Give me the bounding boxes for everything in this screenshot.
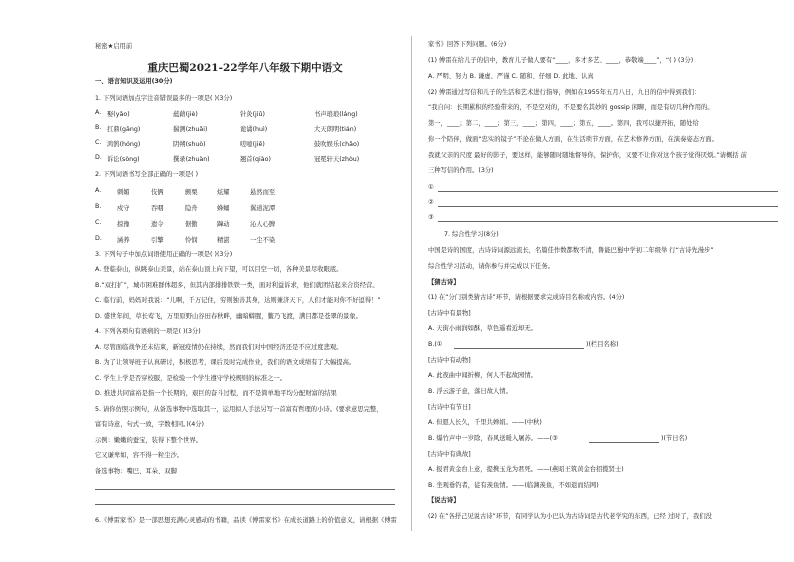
q4-option-a: A. 尽管面临战争还未结束，新冠疫情仍在持续，然而我们对中国经济还是不应过度悲观。 (95, 344, 343, 351)
q3-stem: 3. 下列句子中加点词语使用正确的一项是( )(3分) (95, 251, 233, 258)
q7-sub-festival: [古诗中有节日] (428, 404, 471, 411)
q7-task2: (2) 在“各抒己见说古诗”环节，有同学认为小巴认为古诗词是古代老学究的东西，已经 过时了，我们没 (428, 513, 712, 520)
q3-option-b: B.“双打扩”，城市困难群体超多，但其内部排排铁铁一类，面对利益诉求，他们就团结起来合资经营。 (95, 282, 379, 289)
q6-sub1-options: A. 严明、努力 B. 谦虚、严谨 C. 随和、仔细 D. 此地、认真 (428, 73, 594, 80)
q2-cell: 精湛 (217, 237, 230, 244)
q6-cont: 家书》回答下列问题。(6分) (428, 41, 507, 48)
q7-b3-right: )(节日名) (661, 435, 688, 442)
q1-cell: 针灸(jiǔ) (240, 111, 265, 118)
q7-a4: A. 报君黄金台上意，提携玉龙为君死。——(燕昭王筑黄金台招揽贤士) (428, 466, 624, 473)
q7-a1: A. 天街小雨润如酥，草色遥看近却无。 (428, 325, 537, 332)
q1-cell: 鸿鹄(hóng) (107, 141, 141, 148)
q1-cell: 大天朗明(tián) (314, 126, 357, 133)
q1-cell: 鼓吹娱乐(chǎo) (314, 141, 360, 148)
q2-cell: 掠豫 (117, 221, 130, 228)
q6-sub1: (1) 傅雷在给儿子的信中，教育儿子做人要有“____，多才多艺、____，恭敬端____”，“( ) (3分) (428, 57, 694, 64)
q2-option-letter: C. (95, 219, 102, 226)
q7-intro-cont: 综合性学习活动，请你参与并完成以下任务。 (428, 263, 554, 270)
fill-blank[interactable] (454, 348, 584, 349)
column-divider (411, 36, 412, 531)
q7-b1-right: )(栏目名称) (586, 341, 619, 348)
q5-example-cont: 它又谦卑如，容不得一粒尘沙。 (95, 452, 184, 459)
q6-quote-1: “我自问：长期累积的经验带来的，不是空对的，不是要名其妙的 gossip 闲聊，而是有切几种作用的。 (428, 104, 714, 111)
right-column (414, 0, 794, 562)
q1-stem: 1. 下列词语加点字注音错误最多的一项是( )(3分) (95, 95, 233, 102)
q7-sub-scenery: [古诗中有景物] (428, 310, 471, 317)
answer-line[interactable] (438, 221, 778, 222)
q6-stem: 6.《傅雷家书》是一部思想充满心灵感动的书籍，品读《傅雷家书》在成长道路上的价值意义，请根据《傅雷 (95, 517, 397, 524)
q2-cell: 一尘不染 (250, 237, 276, 244)
q7-tag-guess: 【猜古诗】 (428, 279, 460, 286)
q2-cell: 蜂蛹 (217, 205, 230, 212)
q5-example: 示例：嫩嫩的蚕宝，装得下整个世界。 (95, 437, 203, 444)
secret-label: 秘密★启用前 (95, 43, 133, 50)
q2-cell: 戍守 (117, 205, 130, 212)
q1-cell: 诉讼(sòng) (107, 156, 140, 163)
q6-quote-3: 你一个陪伴，做面“忠实的镜子”不论在做人方面，在生活琐节方面，在艺术修养方面，在演奏姿态方面。 (428, 136, 718, 143)
q1-cell: 翘首(qiào) (240, 156, 271, 163)
q7-a2: A. 此夜曲中闻折柳，何人不起故园情。 (428, 372, 537, 379)
q5-options: 备选事物：嘴巴、耳朵、双脚 (95, 468, 177, 475)
q2-cell: 蹿动 (217, 221, 230, 228)
q2-cell: 颤栗 (185, 189, 198, 196)
q1-option-letter: A. (95, 109, 102, 116)
q1-cell: 诡谲(huì) (240, 126, 268, 133)
q2-cell: 炫耀 (217, 189, 230, 196)
q5-stem: 5. 请你仿照示例句，从备选事物中选取其一，运用拟人手法另写一首富有哲理的小诗。(要求意思完整， (95, 406, 383, 413)
q2-cell: 倨傲 (185, 221, 198, 228)
q5-stem-cont: 富有诗意，句式一致，字数相同。)(4分) (95, 421, 204, 428)
q2-option-letter: D. (95, 235, 102, 242)
answer-line[interactable] (95, 504, 395, 505)
q1-option-letter: C. (95, 139, 102, 146)
q7-sub-allusion: [古诗中有典故] (428, 451, 471, 458)
q6-quote-4: 我就父亲的尺度 最好的影子，要这样，能够随时随地督导你，保护你，又要不让你对这个孩子觉得厌烦。”请概括 前 (428, 152, 747, 159)
q7-title: 7. 综合性学习(8分) (444, 231, 499, 238)
q1-cell: 冠冕轩天(zhòu) (314, 156, 360, 163)
q1-cell: 娶(yǎo) (107, 111, 130, 118)
q2-option-letter: B. (95, 203, 102, 210)
q4-stem: 4. 下列各项句有语病的一项是( )(3分) (95, 328, 201, 335)
q4-option-d: D. 推进共同富裕是指一个长期的，艰巨的奋斗过程，而不是简单地平均分配财富的结果 (95, 390, 337, 397)
blank-label: ② (428, 199, 434, 206)
q6-quote-2: 第一，____；第二，____；第三，____；第四，____；第五，____。第四，我可以捷开拓，随处给 (428, 120, 699, 127)
q3-option-d: D. 盛世年间，草长莺飞，万里原野山谷田春秋畔，幽暗蟒腥，鳖乃飞渡，满目都是苍翠的景象。 (95, 313, 363, 320)
q1-cell: 阴朔(shuò) (173, 141, 206, 148)
q1-cell: 撰录(zhuàn) (173, 156, 210, 163)
q2-cell: 伎俩 (151, 189, 164, 196)
blank-label: ③ (428, 214, 434, 221)
q2-cell: 涵养 (117, 237, 130, 244)
q7-sub-animal: [古诗中有动物] (428, 357, 471, 364)
q1-option-letter: D. (95, 154, 102, 161)
q2-cell: 隐舟 (185, 205, 198, 212)
q7-intro: 中国是诗的国度，古诗诗词源远流长，名篇佳作数都数不清，鲁能巴蜀中学初二年级举 行“古诗先漫步” (428, 247, 714, 254)
q1-cell: 嗟噫(jiē) (240, 141, 265, 148)
answer-line[interactable] (438, 206, 778, 207)
q7-b1-left: B.(① (428, 341, 443, 348)
q1-cell: 蕴藉(jiè) (173, 111, 198, 118)
q4-option-c: C. 学生上学是否穿校服，是检验一个学生遵守学校规则的标准之一。 (95, 375, 287, 382)
q1-option-letter: B. (95, 124, 102, 131)
q6-sub2: (2) 傅雷通过写信和儿子的生活和艺术进行指导，例如在1955年五月八日，九日的信中得到我们： (428, 89, 701, 96)
q2-option-letter: A. (95, 187, 102, 194)
q7-b3-left: B. 爆竹声中一岁除，春风送暖入屠苏。——(③ (428, 435, 558, 442)
q2-cell: 怜悯 (185, 237, 198, 244)
q6-quote-5: 三种写信的作用。(3分) (428, 167, 494, 174)
q4-option-b: B. 为了让领导班子认真研讨，积极思考，课后及时完成作业，我们的语文成绩有了大幅提高。 (95, 359, 356, 366)
q3-option-a: A. 登临泰山，纵眺泰山美景，站在泰山顶上向下望，可以目空一切，各种美景尽收眼底。 (95, 266, 343, 273)
answer-line[interactable] (438, 191, 778, 192)
q3-option-c: C. 临行前，妈妈对我说：“儿啊，千万记住，穷则独善其身，达则兼济天下，人们才能对你不好逗得！” (95, 297, 381, 304)
q7-b4: B. 坐观垂钓者，徒有羡鱼情。——(临渊羡鱼，不如退而结网) (428, 482, 599, 489)
section-heading: 一、语言知识及运用(30分) (95, 78, 173, 85)
q1-cell: 扛鼎(gāng) (107, 126, 141, 133)
q2-cell: 翼道泥潭 (250, 205, 276, 212)
q2-cell: 吞咽 (151, 205, 164, 212)
q2-cell: 沁人心脾 (250, 221, 276, 228)
q2-cell: 悬然而至 (250, 189, 276, 196)
blank-label: ① (428, 184, 434, 191)
q7-task1: (1) 在“分门别类猜古诗”环节，请根据要求完成诗目名称或内容。(4分) (428, 294, 625, 301)
q2-stem: 2. 下列词语书写全部正确的一项是( ) (95, 171, 199, 178)
answer-line[interactable] (95, 489, 395, 490)
q7-a3: A. 但愿人长久，千里共婵娟。——(中秋) (428, 419, 542, 426)
q2-cell: 引擎 (151, 237, 164, 244)
q1-cell: 书声琅琅(láng) (314, 111, 358, 118)
q2-cell: 遗令 (151, 221, 164, 228)
q1-cell: 揣测(zhuǎi) (173, 126, 208, 133)
q7-tag-discuss: 【说古诗】 (428, 497, 460, 504)
page-title: 重庆巴蜀2021-22学年八年级下期中语文 (147, 62, 343, 74)
q7-b2: B. 浮云游子意，落日故人情。 (428, 388, 512, 395)
q2-cell: 刺媚 (117, 189, 130, 196)
fill-blank[interactable] (589, 442, 659, 443)
